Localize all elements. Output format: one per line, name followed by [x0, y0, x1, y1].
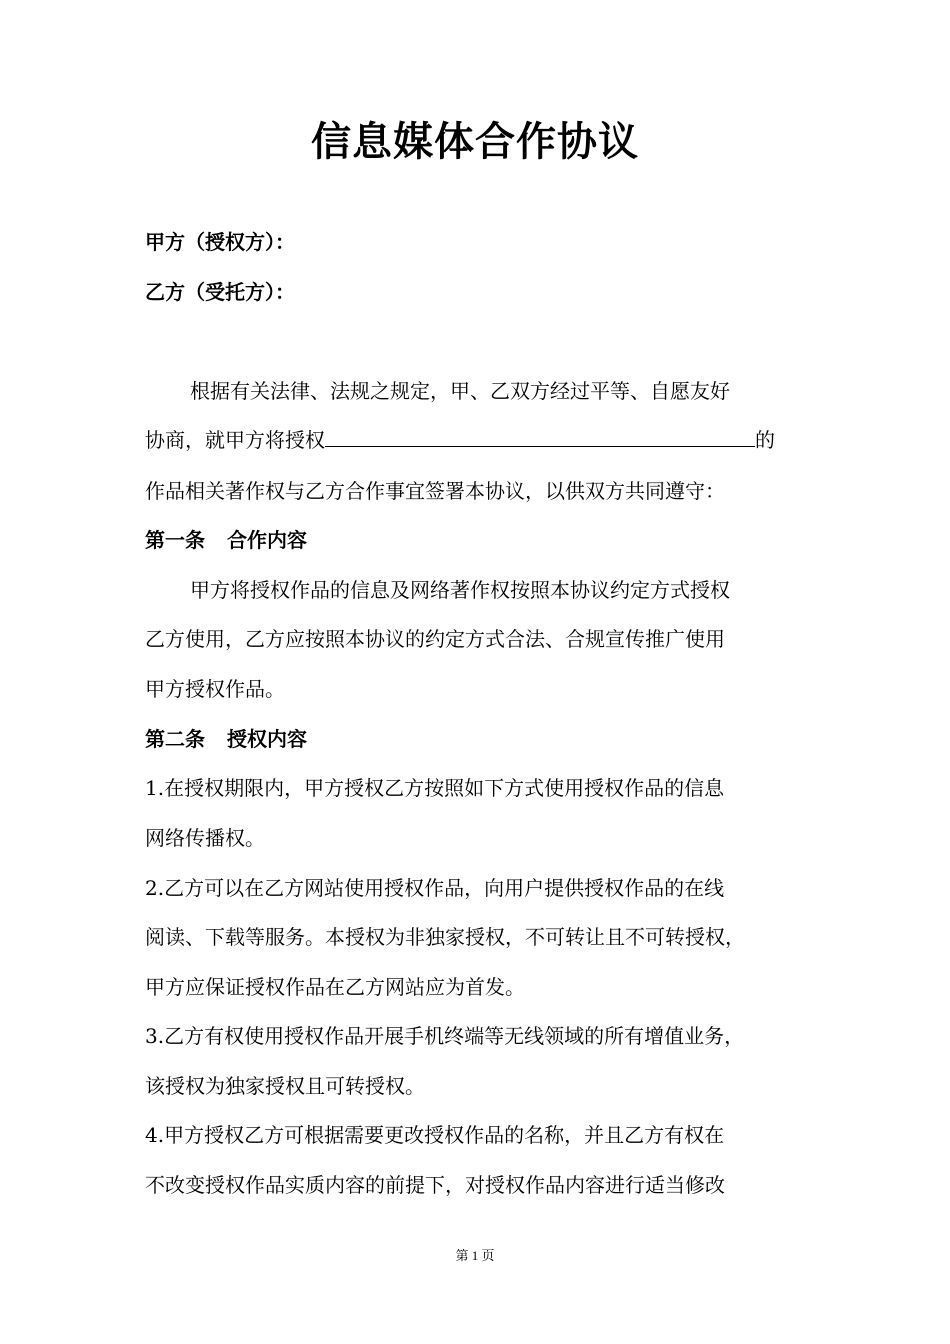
article-1-heading — [145, 520, 825, 560]
clause-2-line-2: 阅读、下载等服务。本授权为非独家授权，不可转让且不可转授权， — [145, 925, 745, 949]
party-b-label: 乙方（受托方）： — [145, 280, 295, 304]
clause-4-line-1: 4.甲方授权乙方可根据需要更改授权作品的名称，并且乙方有权在 — [145, 1123, 725, 1147]
clause-3-line-1: 3.乙方有权使用授权作品开展手机终端等无线领域的所有增值业务， — [145, 1024, 745, 1048]
clause-2-line-3: 甲方应保证授权作品在乙方网站应为首发。 — [145, 975, 525, 999]
preamble-line-1: 根据有关法律、法规之规定，甲、乙双方经过平等、自愿友好 — [190, 379, 730, 403]
article-1-line-1: 甲方将授权作品的信息及网络著作权按照本协议约定方式授权 — [190, 578, 730, 602]
preamble-line-2-start: 协商，就甲方将授权 — [145, 428, 325, 452]
preamble-line-2 — [145, 420, 825, 460]
clause-2-line-1: 2.乙方可以在乙方网站使用授权作品，向用户提供授权作品的在线 — [145, 876, 725, 900]
clause-4-line-2: 不改变授权作品实质内容的前提下，对授权作品内容进行适当修改 — [145, 1173, 725, 1197]
clause-3-line-2: 该授权为独家授权且可转授权。 — [145, 1074, 425, 1098]
page-number: 第 1 页 — [455, 1248, 495, 1263]
article-2-heading — [145, 719, 825, 759]
preamble-line-2-end: 的 — [755, 428, 775, 452]
preamble-line-3: 作品相关著作权与乙方合作事宜签署本协议，以供双方共同遵守： — [145, 479, 725, 503]
article-1-line-3: 甲方授权作品。 — [145, 677, 285, 701]
article-1-title: 合作内容 — [227, 528, 307, 552]
article-2-number: 第二条 — [145, 727, 205, 751]
party-a-label: 甲方（授权方）： — [145, 230, 295, 254]
document-title: 信息媒体合作协议 — [311, 118, 639, 165]
article-1-number: 第一条 — [145, 528, 205, 552]
article-1-line-2: 乙方使用，乙方应按照本协议的约定方式合法、合规宣传推广使用 — [145, 627, 725, 651]
clause-1-line-2: 网络传播权。 — [145, 826, 265, 850]
article-2-title: 授权内容 — [227, 727, 307, 751]
clause-1-line-1: 1.在授权期限内，甲方授权乙方按照如下方式使用授权作品的信息 — [145, 776, 725, 800]
work-name-blank — [325, 420, 755, 447]
